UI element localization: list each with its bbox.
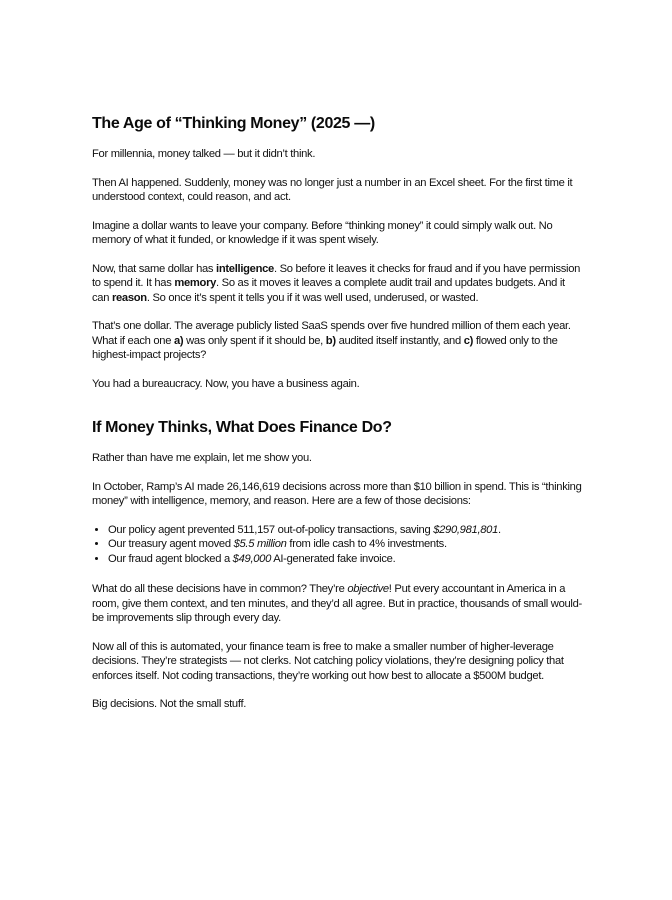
- paragraph: That’s one dollar. The average publicly listed SaaS spends over five hundred million of them each year. What if each one a) was only spent if it should be, b) audited itself instantly, and c) flowed only to the highest-impact projects?: [92, 320, 571, 361]
- paragraph: Then AI happened. Suddenly, money was no longer just a number in an Excel sheet. For the first time it understood context, could reason, and act.: [92, 176, 573, 203]
- paragraph: In October, Ramp’s AI made 26,146,619 decisions across more than $10 billion in spend. This is “thinking money” with intelligence, memory, and reason. Here are a few of those decisions:: [92, 480, 582, 507]
- paragraph: For millennia, money talked — but it didn’t think.: [92, 148, 316, 160]
- document-body: [92, 114, 584, 712]
- list-item: • Our fraud agent blocked a $49,000 AI-generated fake invoice.: [108, 552, 584, 567]
- bold-c: c): [463, 334, 474, 347]
- list-item: • Our policy agent prevented 511,157 out-of-policy transactions, saving $290,981,801.: [108, 523, 584, 538]
- paragraph: Imagine a dollar wants to leave your company. Before “thinking money” it could simply walk out. No memory of what it funded, or knowledge if it was spent wisely.: [92, 219, 553, 246]
- decision-list: [92, 523, 584, 567]
- paragraph: Now all of this is automated, your finance team is free to make a smaller number of higher-leverage decisions. They’re strategists — not clerks. Not catching policy violations, they’re designing policy that enforces itself. Not coding transactions, they’re working out how best to allocate a $500M budget.: [92, 640, 564, 682]
- bold-memory: memory: [174, 277, 217, 289]
- bold-intelligence: intelligence: [216, 262, 274, 275]
- paragraph: What do all these decisions have in common? They’re objective! Put every accountant in America in a room, give them context, and ten minutes, and they’d all agree. But in practice, thousands of small would-be improvements slip through every day.: [92, 583, 582, 624]
- bold-a: a): [173, 334, 184, 347]
- paragraph: Rather than have me explain, let me show you.: [92, 452, 312, 464]
- bold-reason: reason: [111, 291, 147, 304]
- section-title-finance: If Money Thinks, What Does Finance Do?: [92, 419, 392, 436]
- paragraph: Big decisions. Not the small stuff.: [92, 698, 247, 710]
- paragraph: You had a bureaucracy. Now, you have a business again.: [92, 377, 360, 390]
- list-item: • Our treasury agent moved $5.5 million from idle cash to 4% investments.: [108, 537, 584, 552]
- bold-b: b): [325, 334, 336, 347]
- section-title-thinking-money: The Age of “Thinking Money” (2025 —): [92, 115, 375, 132]
- paragraph: Now, that same dollar has intelligence. So before it leaves it checks for fraud and if you have permission to spend it. It has memory. So as it moves it leaves a complete audit trail and updates budgets. And it can reason. So once it’s spent it tells you if it was well used, underused, or wasted.: [92, 262, 581, 304]
- italic-objective: objective: [347, 583, 389, 595]
